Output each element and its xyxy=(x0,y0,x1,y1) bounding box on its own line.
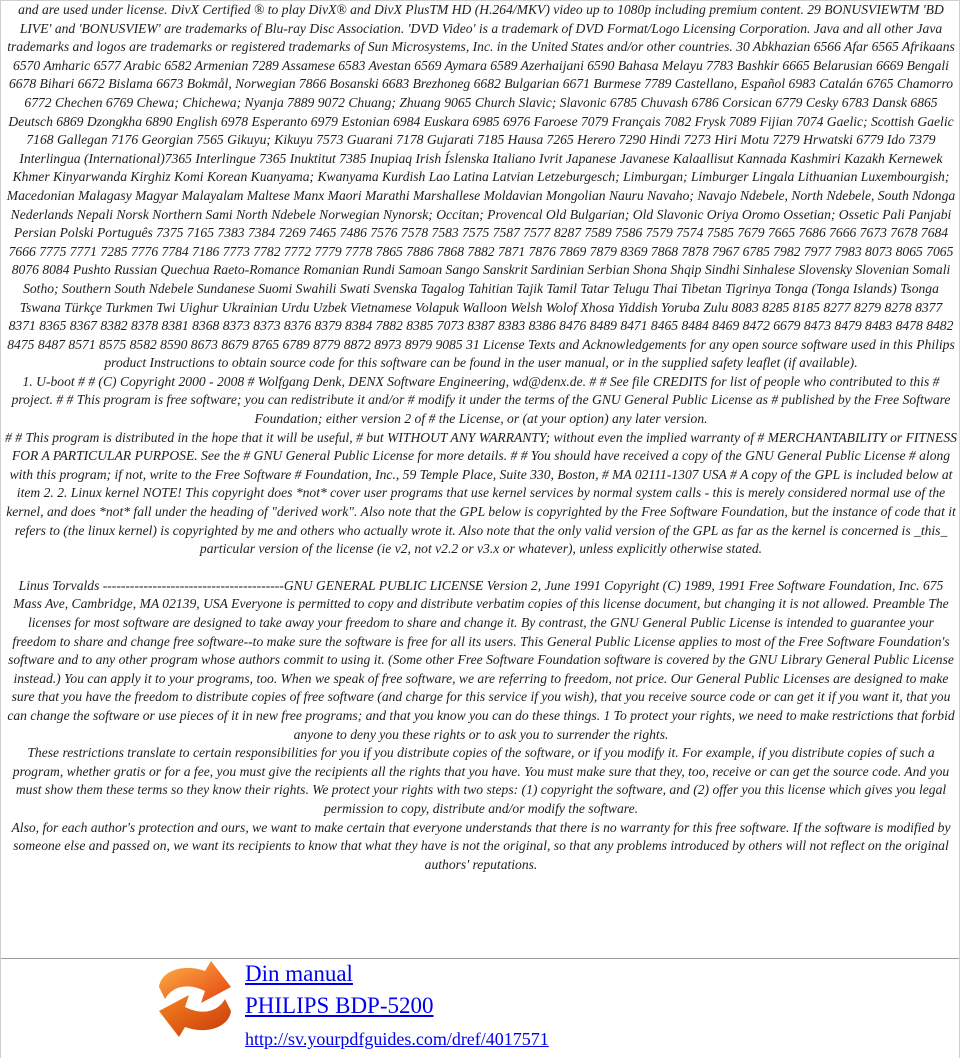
paragraph-warranty: Also, for each author's protection and ours, we want to make certain that everyone understands that there is no warranty for this free software. If the software is modified by someone else and passed on, we want its recipients to know that what they have is not the original, so that any problems introduced by others will not reflect on the original authors' reputations. xyxy=(11,819,951,872)
paragraph-gpl-preamble: Linus Torvalds ----------------------------------------GNU GENERAL PUBLIC LICENSE Version 2, June 1991 Copyright (C) 1989, 1991 Free Software Foundation, Inc. 675 Mass Ave, Cambridge, MA 02139, USA Everyone is permitted to copy and distribute verbatim copies of this license document, but changing it is not allowed. Preamble The licenses for most software are designed to take away your freedom to share and change it. By contrast, the GNU General Public License is intended to guarantee your freedom to share and change free software--to make sure the software is free for all its users. This General Public License applies to most of the Free Software Foundation's software and to any other program whose authors commit to using it. (Some other Free Software Foundation software is covered by the GNU Library General Public License instead.) You can apply it to your programs, too. When we speak of free software, we are referring to freedom, not price. Our General Public Licenses are designed to make sure that you have the freedom to distribute copies of free software (and charge for this service if you wish), that you receive source code or can get it if you want it, that you can change the software or use pieces of it in new free programs; and that you know you can do these things. 1 To protect your rights, we need to make restrictions that forbid anyone to deny you these rights or to ask you to surrender the rights. xyxy=(7,577,955,742)
paragraph-uboot: 1. U-boot # # (C) Copyright 2000 - 2008 # Wolfgang Denk, DENX Software Engineering, wd@denx.de. # # See file CREDITS for list of people who contributed to this # project. # # This program is free software; you can redistribute it and/or # modify it under the terms of the GNU General Public License as # published by the Free Software Foundation; either version 2 of # the License, or (at your option) any later version. xyxy=(11,373,951,427)
paragraph-restrictions: These restrictions translate to certain responsibilities for you if you distribute copies of the software, or if you modify it. For example, if you distribute copies of such a program, whether gratis or for a fee, you must give the recipients all the rights that you have. You must make sure that they, too, receive or can get the source code. And you must show them these terms so they know their rights. We protect your rights with two steps: (1) copyright the software, and (2) offer you this license which gives you legal permission to copy, distribute and/or modify the software. xyxy=(12,745,950,816)
orange-arrow-icon xyxy=(153,957,237,1041)
document-body xyxy=(5,1,957,874)
guide-url-link[interactable]: http://sv.yourpdfguides.com/dref/4017571 xyxy=(245,1029,549,1049)
paragraph-gap xyxy=(5,559,957,577)
paragraph-linux-kernel: # # This program is distributed in the hope that it will be useful, # but WITHOUT ANY WARRANTY; without even the implied warranty of # MERCHANTABILITY or FITNESS FOR A PARTICULAR PURPOSE. See the # GNU General Public License for more details. # # You should have received a copy of the GNU General Public License # along with this program; if not, write to the Free Software # Foundation, Inc., 59 Temple Place, Suite 330, Boston, # MA 02111-1307 USA # A copy of the GPL is included below at item 2. 2. Linux kernel NOTE! This copyright does *not* cover user programs that use kernel services by normal system calls - this is merely considered normal use of the kernel, and does *not* fall under the heading of "derived work". Also note that the GPL below is copyrighted by the Free Software Foundation, but the instance of code that it refers to (the linux kernel) is copyrighted by me and others who actually wrote it. Also note that the only valid version of the GPL as far as the kernel is concerned is _this_ particular version of the license (ie v2, not v2.2 or v3.x or whatever), unless explicitly otherwise stated. xyxy=(5,429,957,557)
footer-links xyxy=(245,959,549,1051)
paragraph-trademarks-languages: and are used under license. DivX Certified ® to play DivX® and DivX PlusTM HD (H.264/MKV) video up to 1080p including premium content. 29 BONUSVIEWTM 'BD LIVE' and 'BONUSVIEW' are trademarks of Blu-ray Disc Association. 'DVD Video' is a trademark of DVD Format/Logo Licensing Corporation. Java and all other Java trademarks and logos are trademarks or registered trademarks of Sun Microsystems, Inc. in the United States and/or other countries. 30 Abkhazian 6566 Afar 6565 Afrikaans 6570 Amharic 6577 Arabic 6582 Armenian 7289 Assamese 6583 Avestan 6569 Aymara 6589 Azerhaijani 6590 Bahasa Melayu 7783 Bashkir 6665 Belarusian 6669 Bengali 6678 Bihari 6672 Bislama 6673 Bokmål, Norwegian 7866 Bosanski 6683 Brezhoneg 6682 Bulgarian 6671 Burmese 7789 Castellano, Español 6983 Catalán 6765 Chamorro 6772 Chechen 6769 Chewa; Chichewa; Nyanja 7889 9072 Chuang; Zhuang 9065 Church Slavic; Slavonic 6785 Chuvash 6786 Corsican 6779 Cesky 6783 Dansk 6865 Deutsch 6869 Dzongkha 6890 English 6978 Esperanto 6979 Estonian 6984 Euskara 6985 6976 Faroese 7079 Français 7082 Frysk 7089 Fijian 7074 Gaelic; Scottish Gaelic 7168 Gallegan 7176 Georgian 7565 Gikuyu; Kikuyu 7573 Guarani 7178 Gujarati 7185 Hausa 7265 Herero 7290 Hindi 7273 Hiri Motu 7279 Hrwatski 6779 Ido 7379 Interlingua (International)7365 Interlingue 7365 Inuktitut 7385 Inupiaq Irish Íslenska Italiano Ivrit Japanese Javanese Kalaallisut Kannada Kashmiri Kazakh Kernewek Khmer Kinyarwanda Kirghiz Komi Korean Kuanyama; Kwanyama Kurdish Lao Latina Latvian Letzeburgesch; Limburgan; Limburger Lingala Lithuanian Luxembourgish; Macedonian Malagasy Magyar Malayalam Maltese Manx Maori Marathi Marshallese Moldavian Mongolian Nauru Navaho; Navajo Ndebele, North Ndebele, South Ndonga Nederlands Nepali Norsk Northern Sami North Ndebele Norwegian Nynorsk; Occitan; Provencal Old Bulgarian; Old Slavonic Oriya Oromo Ossetian; Ossetic Pali Panjabi Persian Polski Português 7375 7165 7383 7384 7269 7465 7486 7576 7578 7583 7575 7587 7577 8287 7589 7586 7579 7574 7585 7679 7665 7686 7666 7673 7678 7684 7666 7775 7771 7285 7776 7784 7186 7773 7782 7772 7779 7778 7865 7886 7868 7882 7871 7876 7869 7879 8369 7868 7878 7967 6785 7982 7977 7983 8073 8065 7065 8076 8084 Pushto Russian Quechua Raeto-Romance Romanian Rundi Samoan Sango Sanskrit Sardinian Serbian Shona Shqip Sindhi Sinhalese Slovensky Slovenian Somali Sotho; Southern South Ndebele Sundanese Suomi Swahili Swati Svenska Tagalog Tahitian Tajik Tamil Tatar Telugu Thai Tibetan Tigrinya Tonga (Tonga Islands) Tsonga Tswana Türkçe Turkmen Twi Uighur Ukrainian Urdu Uzbek Vietnamese Volapuk Walloon Welsh Wolof Xhosa Yiddish Yoruba Zulu 8083 8285 8185 8277 8279 8278 8377 8371 8365 8367 8382 8378 8381 8368 8373 8373 8376 8379 8384 7882 8385 7073 8387 8383 8386 8476 8489 8471 8465 8484 8469 8472 6679 8473 8479 8483 8478 8482 8475 8487 8571 8575 8582 8590 8673 8679 8765 6789 8779 8872 8973 8979 9085 31 License Texts and Acknowledgements for any open source software used in this Philips product Instructions to obtain source code for this software can be found in the user manual, or in the supplied safety leaflet (if available). xyxy=(6,2,956,371)
product-link[interactable]: PHILIPS BDP-5200 xyxy=(245,993,434,1018)
manual-link[interactable]: Din manual xyxy=(245,961,353,986)
